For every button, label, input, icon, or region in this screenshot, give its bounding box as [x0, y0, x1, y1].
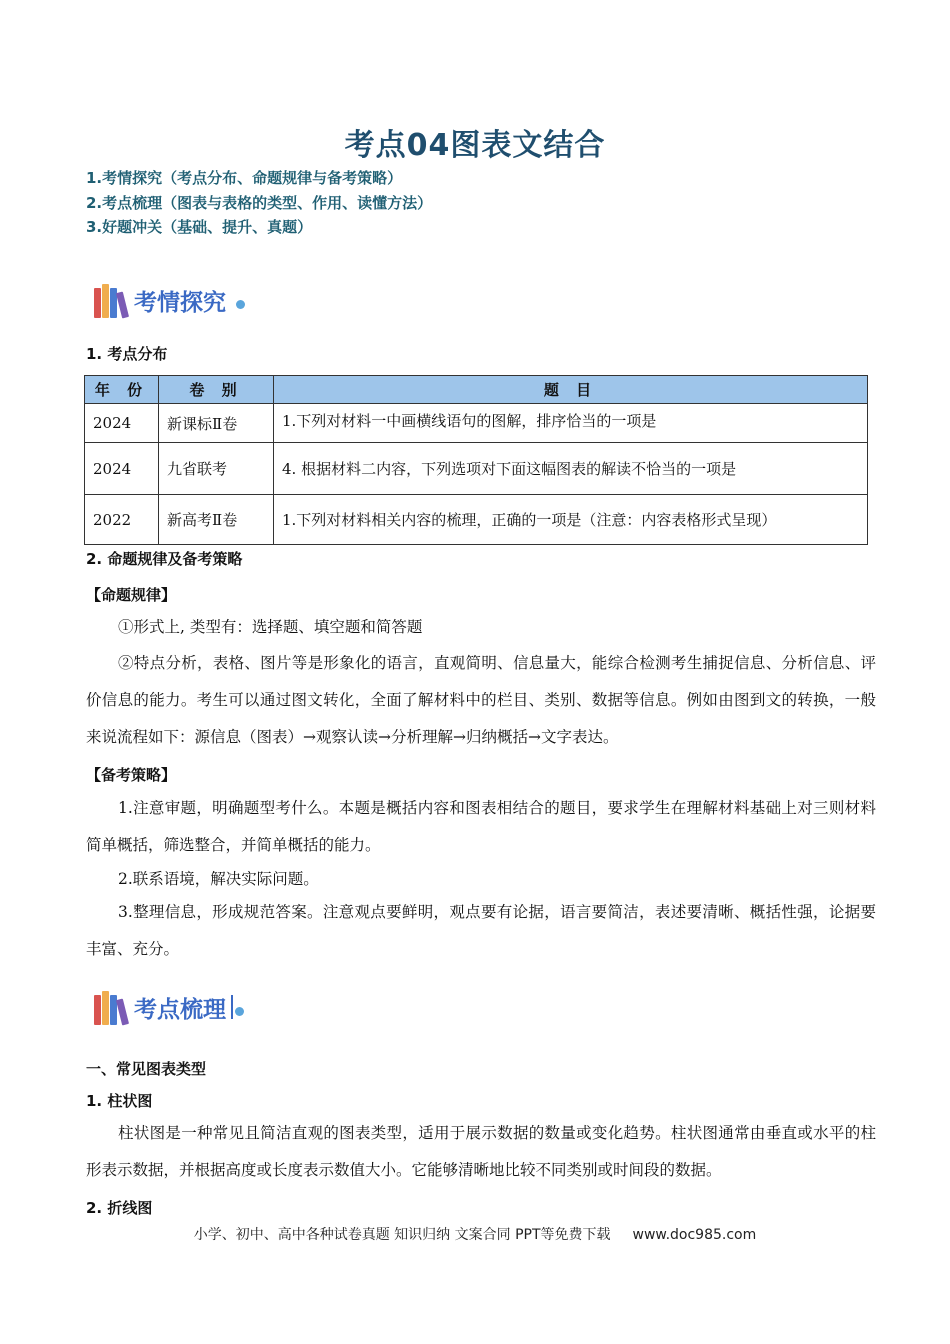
table-cell: 新课标Ⅱ卷	[159, 404, 274, 443]
table-cell: 新高考Ⅱ卷	[159, 495, 274, 545]
paragraph: 柱状图是一种常见且简洁直观的图表类型，适用于展示数据的数量或变化趋势。柱状图通常由垂直或水平的柱形表示数据，并根据高度或长度表示数值大小。它能够清晰地比较不同类别或时间段的数据。	[86, 1124, 876, 1179]
table-row	[85, 495, 868, 545]
table-cell: 2024	[85, 443, 159, 495]
toc-item: 1.考情探究（考点分布、命题规律与备考策略）	[86, 169, 403, 187]
paragraph: 2.联系语境，解决实际问题。	[118, 870, 319, 888]
dot-icon	[235, 1007, 244, 1016]
page-title: 考点04图表文结合	[344, 128, 606, 163]
table-row	[85, 443, 868, 495]
table-header-row	[85, 376, 868, 404]
toc-item: 2.考点梳理（图表与表格的类型、作用、读懂方法）	[86, 193, 433, 212]
paragraph: 1.注意审题，明确题型考什么。本题是概括内容和图表相结合的题目，要求学生在理解材料基础上对三则材料简单概括，筛选整合，并简单概括的能力。	[86, 799, 876, 854]
dot-icon	[236, 300, 245, 309]
strategy-label: 【备考策略】	[86, 766, 177, 784]
rule-label: 【命题规律】	[86, 586, 177, 604]
table-cell: 九省联考	[159, 443, 274, 495]
section-heading: 2. 命题规律及备考策略	[86, 550, 243, 568]
section-heading: 1. 考点分布	[86, 345, 168, 363]
table-cell: 1.下列对材料相关内容的梳理，正确的一项是（注意：内容表格形式呈现）	[274, 495, 868, 545]
exam-distribution-table	[84, 375, 868, 545]
table-cell: 2024	[85, 404, 159, 443]
table-cell: 1.下列对材料一中画横线语句的图解，排序恰当的一项是	[274, 404, 868, 443]
table-cell: 2022	[85, 495, 159, 545]
table-cell: 4. 根据材料二内容，下列选项对下面这幅图表的解读不恰当的一项是	[274, 443, 868, 495]
books-icon	[90, 280, 130, 320]
text-cursor-icon	[231, 995, 233, 1019]
section-banner-exam-analysis	[90, 276, 245, 324]
books-icon	[90, 987, 130, 1027]
paragraph: ①形式上, 类型有：选择题、填空题和简答题	[118, 618, 423, 636]
table-header-cell: 题 目	[274, 376, 868, 404]
page-footer	[0, 1224, 950, 1244]
paragraph: ②特点分析，表格、图片等是形象化的语言，直观简明、信息量大，能综合检测考生捕捉信息、分析信息、评价信息的能力。考生可以通过图文转化，全面了解材料中的栏目、类别、数据等信息。例如由图到文的转换，一般来说流程如下：源信息（图表）→观察认读→分析理解→归纳概括→文字表达。	[86, 654, 876, 746]
toc-item: 3.好题冲关（基础、提升、真题）	[86, 218, 313, 236]
section-banner-key-points	[90, 983, 244, 1031]
banner-label: 考情探究	[130, 282, 230, 319]
table-row	[85, 404, 868, 443]
section-heading: 一、常见图表类型	[86, 1060, 207, 1078]
subsection-heading: 2. 折线图	[86, 1199, 153, 1217]
table-header-cell: 卷 别	[159, 376, 274, 404]
footer-url[interactable]: www.doc985.com	[632, 1227, 757, 1243]
subsection-heading: 1. 柱状图	[86, 1092, 153, 1110]
footer-text: 小学、初中、高中各种试卷真题 知识归纳 文案合同 PPT等免费下载	[193, 1227, 611, 1243]
paragraph: 3.整理信息，形成规范答案。注意观点要鲜明，观点要有论据，语言要简洁，表述要清晰、概括性强，论据要丰富、充分。	[86, 903, 876, 958]
banner-label: 考点梳理	[130, 989, 230, 1026]
table-of-contents	[86, 166, 432, 240]
table-header-cell: 年 份	[85, 376, 159, 404]
